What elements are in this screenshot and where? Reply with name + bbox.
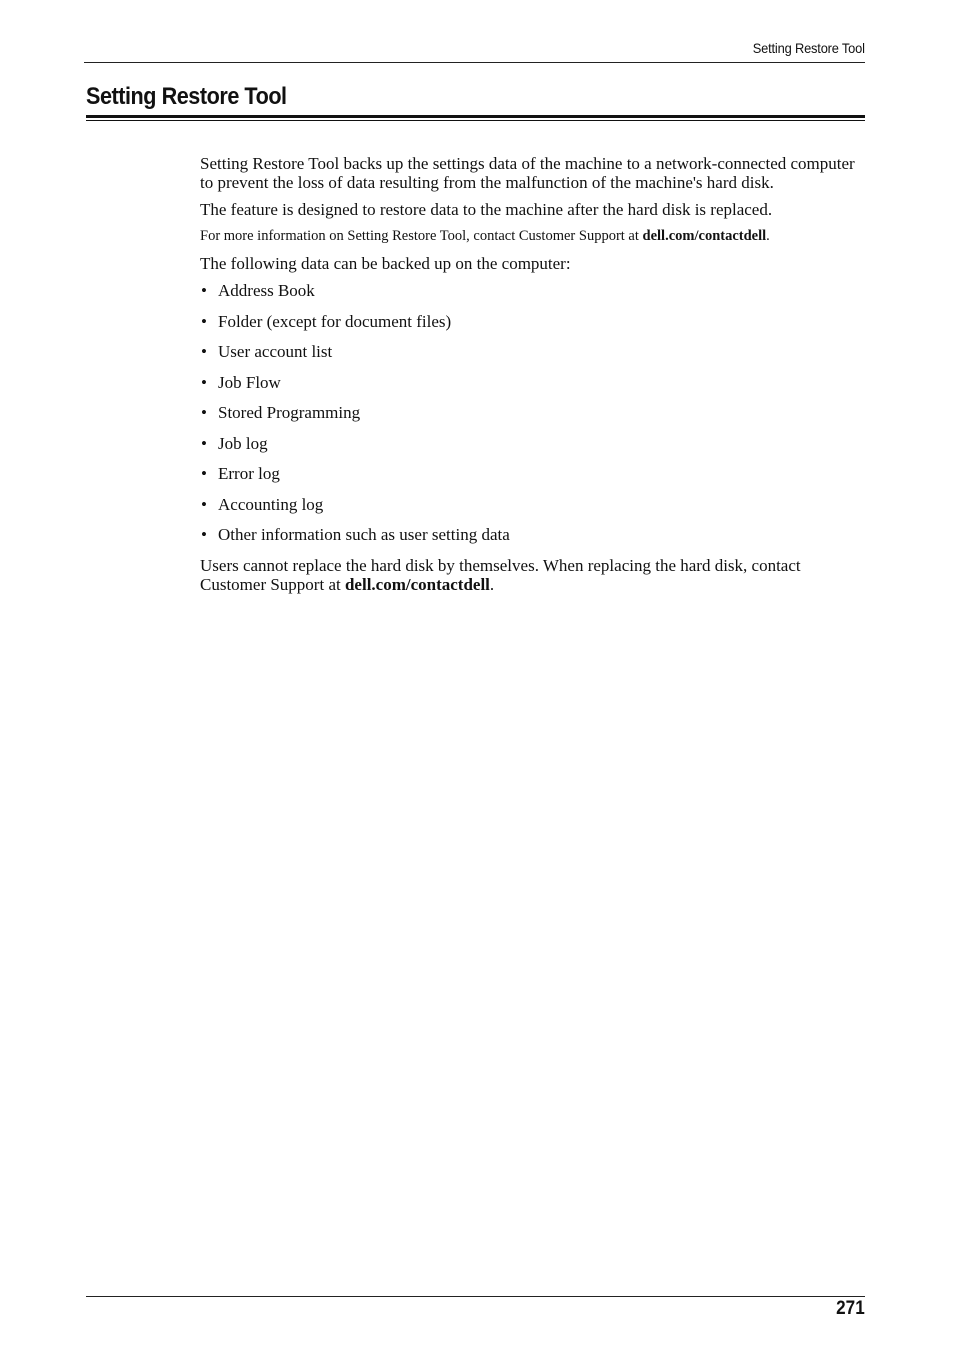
- note-paragraph: [200, 227, 865, 246]
- note-link[interactable]: dell.com/contactdell: [642, 228, 767, 244]
- list-intro: The following data can be backed up on the computer:: [200, 254, 571, 273]
- title-rule-thick: [86, 115, 865, 118]
- section-title: Setting Restore Tool: [86, 83, 287, 110]
- list-item: • Folder (except for document files): [200, 312, 865, 343]
- title-rule-thin: [86, 120, 865, 121]
- list-item: • Accounting log: [200, 495, 865, 526]
- closing-link[interactable]: dell.com/contactdell: [344, 574, 490, 594]
- list-item: • User account list: [200, 342, 865, 373]
- intro-paragraph: Setting Restore Tool backs up the settings data of the machine to a network-connected computer to prevent the loss of data resulting from the malfunction of the machine's hard disk.: [200, 154, 855, 192]
- page-number: 271: [836, 1298, 865, 1319]
- header-rule: [84, 62, 865, 63]
- note-suffix: .: [766, 228, 770, 244]
- list-item: • Address Book: [200, 281, 865, 312]
- list-item: • Stored Programming: [200, 403, 865, 434]
- running-header: Setting Restore Tool: [752, 40, 865, 56]
- closing-text: Users cannot replace the hard disk by themselves. When replacing the hard disk, contact Customer Support at: [200, 555, 801, 594]
- purpose-paragraph: The feature is designed to restore data to the machine after the hard disk is replaced.: [200, 200, 773, 219]
- body-content: [200, 154, 865, 602]
- list-item: • Job Flow: [200, 373, 865, 404]
- list-item: • Other information such as user setting data: [200, 525, 865, 556]
- closing-suffix: .: [489, 574, 495, 594]
- list-item: • Error log: [200, 464, 865, 495]
- backup-data-list: [200, 281, 865, 556]
- note-text: For more information on Setting Restore Tool, contact Customer Support at: [200, 228, 643, 244]
- list-item: • Job log: [200, 434, 865, 465]
- closing-paragraph: [200, 556, 865, 594]
- footer-rule: [86, 1296, 865, 1297]
